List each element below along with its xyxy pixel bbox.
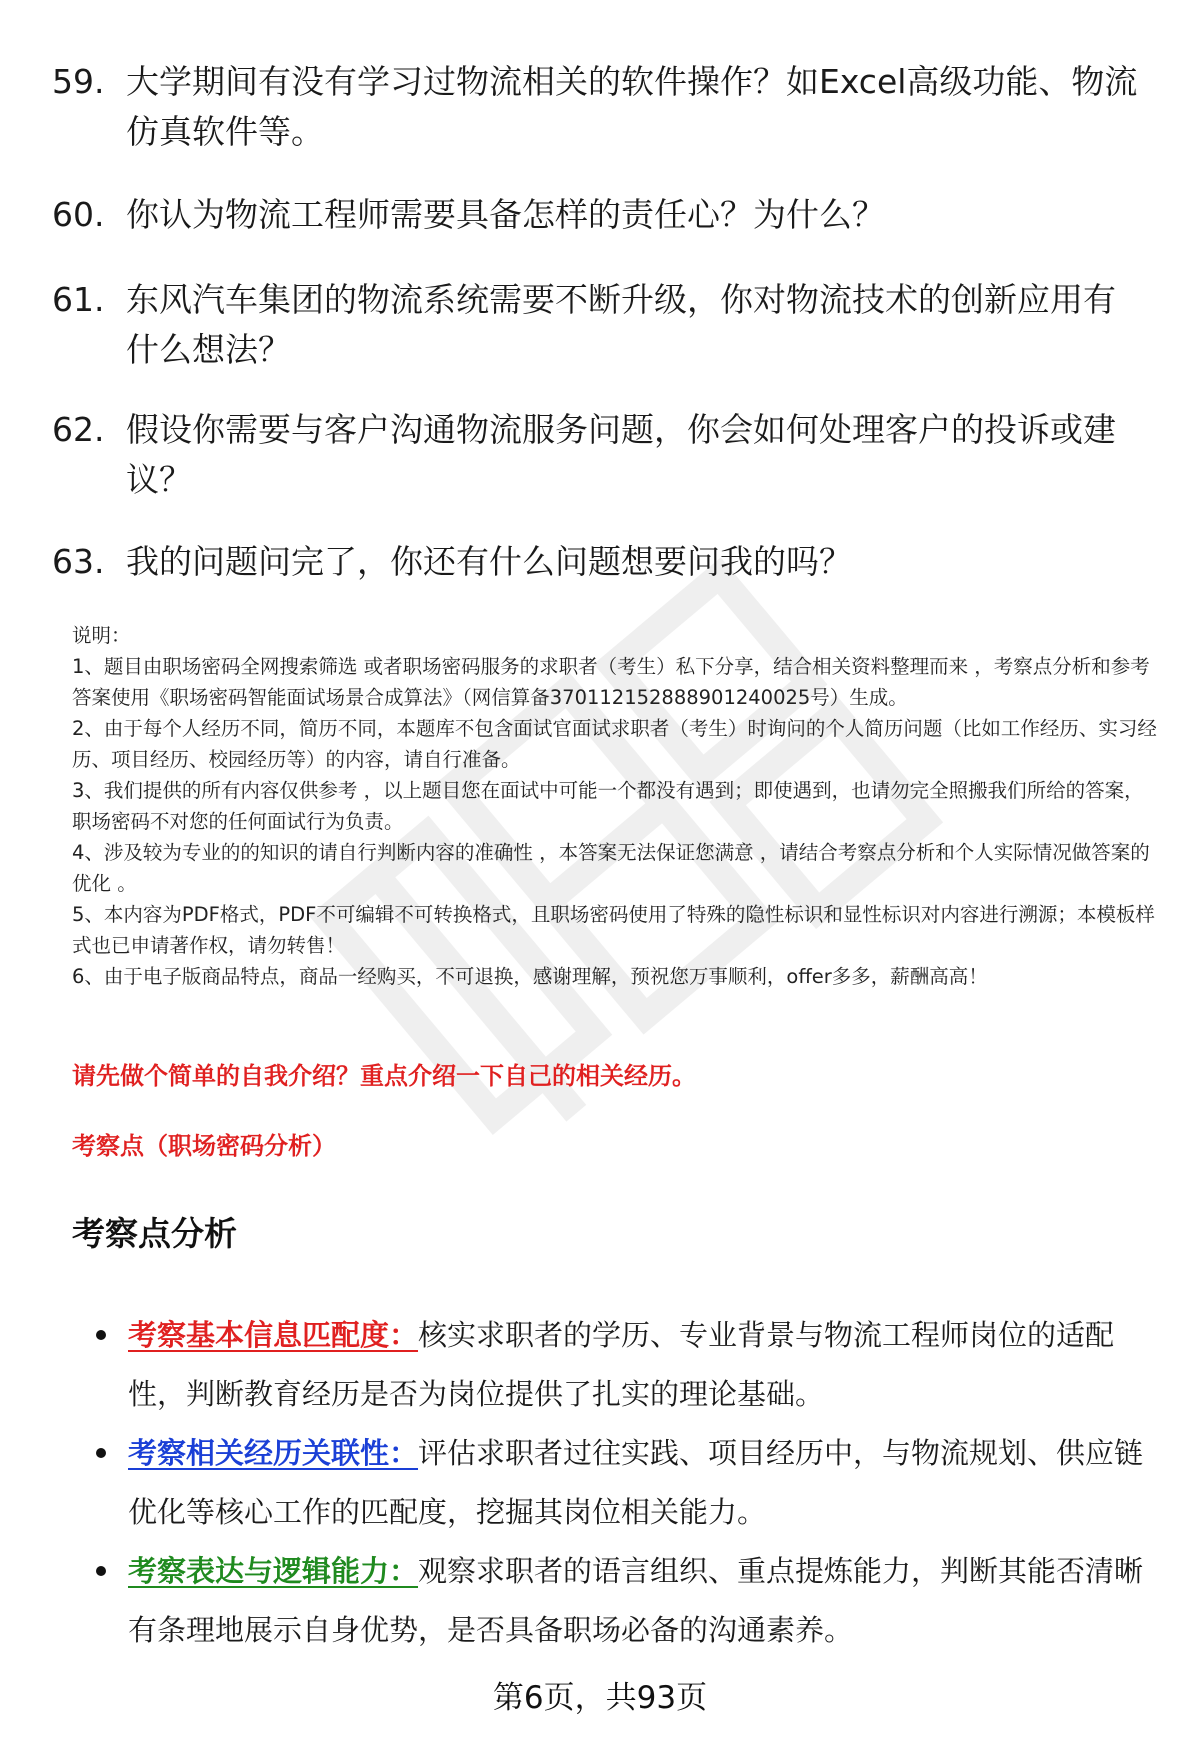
- question-text: 我的问题问完了，你还有什么问题想要问我的吗？: [126, 542, 852, 581]
- question-number: 59.: [52, 62, 105, 101]
- bullet-text: 评估求职者过往实践、项目经历中，与物流规划、供应链优化等核心工作的匹配度，挖掘其岗位相关能力。: [128, 1436, 1144, 1529]
- question-number: 60.: [52, 195, 105, 234]
- note-item: 2、由于每个人经历不同，简历不同，本题库不包含面试官面试求职者（考生）时询问的个人简历问题（比如工作经历、实习经历、项目经历、校园经历等）的内容，请自行准备。: [72, 717, 1157, 771]
- question-62: [52, 405, 1142, 505]
- analysis-bullet: [96, 1424, 1154, 1542]
- question-text: 你认为物流工程师需要具备怎样的责任心？为什么？: [126, 195, 885, 234]
- note-item: 1、题目由职场密码全网搜索筛选 或者职场密码服务的求职者（考生）私下分享，结合相关资料整理而来 ，考察点分析和参考答案使用《职场密码智能面试场景合成算法》（网信算备370112152888901240025号）生成。: [72, 655, 1150, 709]
- bullet-keyword: 考察表达与逻辑能力：: [128, 1554, 419, 1588]
- question-number: 63.: [52, 542, 105, 581]
- analysis-bullet: [96, 1306, 1154, 1424]
- note-item: 3、我们提供的所有内容仅供参考 ，以上题目您在面试中可能一个都没有遇到；即使遇到，也请勿完全照搬我们所给的答案，职场密码不对您的任何面试行为负责。: [72, 779, 1144, 833]
- bullet-dot-icon: [96, 1448, 106, 1458]
- bullet-dot-icon: [96, 1566, 106, 1576]
- notes-title: 说明：: [72, 624, 131, 647]
- question-60: [52, 190, 1142, 240]
- bullet-keyword: 考察相关经历关联性：: [128, 1436, 419, 1470]
- note-item: 6、由于电子版商品特点，商品一经购买，不可退换，感谢理解，预祝您万事顺利，offer多多，薪酬高高！: [72, 965, 988, 988]
- bullet-keyword: 考察基本信息匹配度：: [128, 1318, 419, 1352]
- question-59: [52, 57, 1142, 157]
- question-61: [52, 275, 1142, 375]
- intro-question: 请先做个简单的自我介绍？重点介绍一下自己的相关经历。: [72, 1062, 696, 1090]
- question-text: 东风汽车集团的物流系统需要不断升级，你对物流技术的创新应用有什么想法？: [126, 280, 1116, 369]
- bullet-text: 核实求职者的学历、专业背景与物流工程师岗位的适配性，判断教育经历是否为岗位提供了扎实的理论基础。: [128, 1318, 1115, 1411]
- question-63: [52, 537, 1142, 587]
- analysis-label: 考察点（职场密码分析）: [72, 1132, 336, 1160]
- question-text: 大学期间有没有学习过物流相关的软件操作？如Excel高级功能、物流仿真软件等。: [126, 62, 1138, 151]
- disclaimer-notes: [72, 620, 1157, 992]
- page-footer: 第6页，共93页: [492, 1680, 708, 1716]
- question-number: 61.: [52, 280, 105, 319]
- note-item: 5、本内容为PDF格式，PDF不可编辑不可转换格式，且职场密码使用了特殊的隐性标识和显性标识对内容进行溯源；本模板样式也已申请著作权，请勿转售！: [72, 903, 1155, 957]
- question-text: 假设你需要与客户沟通物流服务问题，你会如何处理客户的投诉或建议？: [126, 410, 1116, 499]
- question-number: 62.: [52, 410, 105, 449]
- analysis-bullet: [96, 1542, 1154, 1660]
- section-title: 考察点分析: [72, 1214, 237, 1253]
- bullet-dot-icon: [96, 1330, 106, 1340]
- bullet-text: 观察求职者的语言组织、重点提炼能力，判断其能否清晰有条理地展示自身优势，是否具备职场必备的沟通素养。: [128, 1554, 1144, 1647]
- note-item: 4、涉及较为专业的的知识的请自行判断内容的准确性 ，本答案无法保证您满意 ，请结合考察点分析和个人实际情况做答案的优化 。: [72, 841, 1150, 895]
